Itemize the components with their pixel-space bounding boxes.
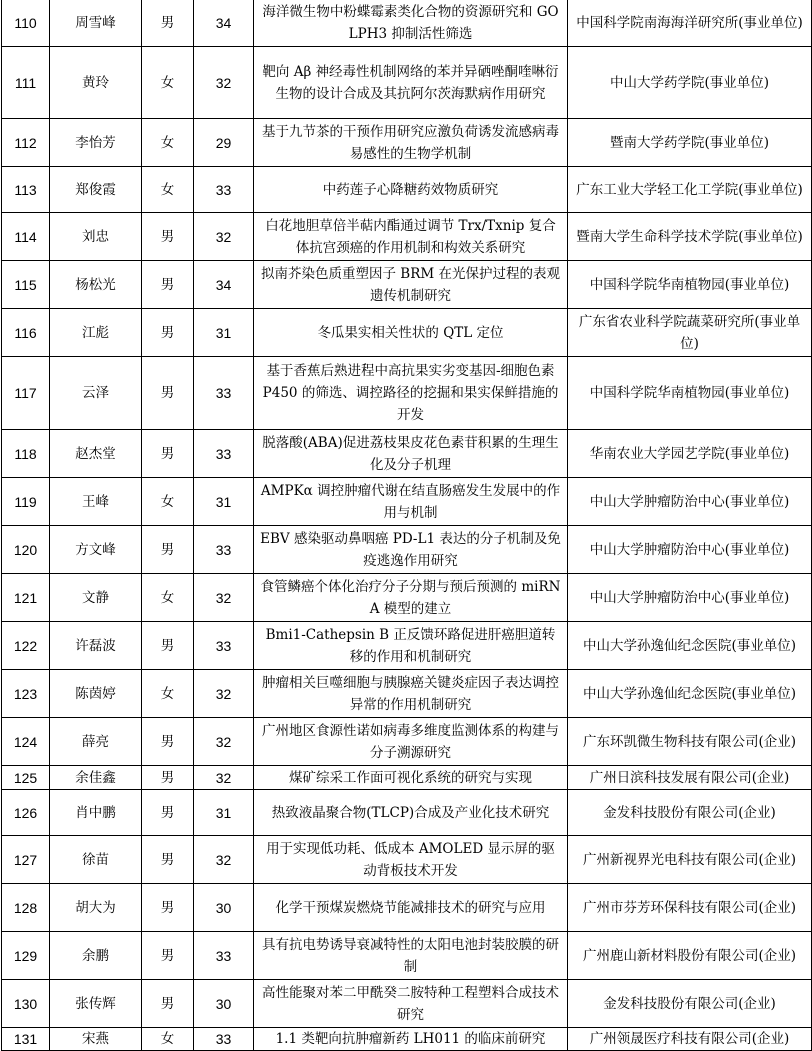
cell-number: 122 — [2, 622, 50, 670]
cell-gender: 男 — [142, 357, 194, 430]
cell-name: 方文峰 — [50, 526, 142, 574]
cell-age: 32 — [194, 836, 254, 884]
cell-gender: 男 — [142, 766, 194, 790]
awardee-table — [1, 0, 812, 1051]
cell-name: 胡大为 — [50, 884, 142, 932]
cell-unit: 中山大学肿瘤防治中心(事业单位) — [568, 526, 812, 574]
table-row — [2, 884, 812, 932]
cell-name: 江彪 — [50, 309, 142, 357]
cell-project: 白花地胆草倍半萜内酯通过调节 Trx/Txnip 复合体抗宫颈癌的作用机制和构效关系研究 — [254, 213, 568, 261]
table-body — [2, 0, 812, 1051]
cell-gender: 男 — [142, 0, 194, 47]
cell-project: 化学干预煤炭燃烧节能减排技术的研究与应用 — [254, 884, 568, 932]
cell-age: 30 — [194, 884, 254, 932]
cell-unit: 中国科学院华南植物园(事业单位) — [568, 261, 812, 309]
cell-number: 115 — [2, 261, 50, 309]
table-row — [2, 932, 812, 980]
cell-gender: 男 — [142, 261, 194, 309]
cell-gender: 男 — [142, 213, 194, 261]
cell-age: 33 — [194, 430, 254, 478]
cell-gender: 男 — [142, 932, 194, 980]
cell-gender: 男 — [142, 980, 194, 1028]
cell-gender: 女 — [142, 119, 194, 167]
cell-project: 热致液晶聚合物(TLCP)合成及产业化技术研究 — [254, 790, 568, 836]
cell-name: 陈茵婷 — [50, 670, 142, 718]
table-row — [2, 670, 812, 718]
cell-unit: 广州新视界光电科技有限公司(企业) — [568, 836, 812, 884]
cell-project: 煤矿综采工作面可视化系统的研究与实现 — [254, 766, 568, 790]
cell-number: 121 — [2, 574, 50, 622]
cell-project: 食管鳞癌个体化治疗分子分期与预后预测的 miRNA 模型的建立 — [254, 574, 568, 622]
cell-gender: 男 — [142, 622, 194, 670]
cell-unit: 中山大学药学院(事业单位) — [568, 47, 812, 119]
cell-unit: 暨南大学生命科学技术学院(事业单位) — [568, 213, 812, 261]
cell-unit: 中山大学肿瘤防治中心(事业单位) — [568, 574, 812, 622]
cell-name: 云泽 — [50, 357, 142, 430]
cell-name: 张传辉 — [50, 980, 142, 1028]
cell-gender: 女 — [142, 167, 194, 213]
cell-number: 117 — [2, 357, 50, 430]
cell-number: 112 — [2, 119, 50, 167]
cell-number: 124 — [2, 718, 50, 766]
cell-name: 薛亮 — [50, 718, 142, 766]
cell-number: 131 — [2, 1028, 50, 1051]
cell-gender: 女 — [142, 1028, 194, 1051]
cell-unit: 广州日滨科技发展有限公司(企业) — [568, 766, 812, 790]
table-row — [2, 119, 812, 167]
cell-age: 33 — [194, 357, 254, 430]
cell-number: 130 — [2, 980, 50, 1028]
cell-age: 32 — [194, 574, 254, 622]
cell-age: 33 — [194, 932, 254, 980]
table-row — [2, 478, 812, 526]
cell-name: 赵杰堂 — [50, 430, 142, 478]
cell-unit: 广东工业大学轻工化工学院(事业单位) — [568, 167, 812, 213]
cell-name: 文静 — [50, 574, 142, 622]
cell-project: 肿瘤相关巨噬细胞与胰腺癌关键炎症因子表达调控异常的作用机制研究 — [254, 670, 568, 718]
cell-name: 余鹏 — [50, 932, 142, 980]
cell-number: 113 — [2, 167, 50, 213]
cell-age: 32 — [194, 718, 254, 766]
cell-gender: 男 — [142, 430, 194, 478]
cell-project: 海洋微生物中粉蝶霉素类化合物的资源研究和 GOLPH3 抑制活性筛选 — [254, 0, 568, 47]
cell-unit: 中山大学孙逸仙纪念医院(事业单位) — [568, 670, 812, 718]
cell-number: 126 — [2, 790, 50, 836]
cell-gender: 男 — [142, 309, 194, 357]
table-row — [2, 766, 812, 790]
cell-age: 29 — [194, 119, 254, 167]
cell-project: 广州地区食源性诺如病毒多维度监测体系的构建与分子溯源研究 — [254, 718, 568, 766]
cell-project: 基于香蕉后熟进程中高抗果实劣变基因-细胞色素 P450 的筛选、调控路径的挖掘和果实保鲜措施的开发 — [254, 357, 568, 430]
cell-age: 33 — [194, 167, 254, 213]
cell-unit: 广东环凯微生物科技有限公司(企业) — [568, 718, 812, 766]
cell-project: 高性能聚对苯二甲酰癸二胺特种工程塑料合成技术研究 — [254, 980, 568, 1028]
cell-age: 33 — [194, 622, 254, 670]
cell-project: 冬瓜果实相关性状的 QTL 定位 — [254, 309, 568, 357]
cell-name: 周雪峰 — [50, 0, 142, 47]
cell-name: 肖中鹏 — [50, 790, 142, 836]
cell-age: 34 — [194, 0, 254, 47]
cell-name: 刘忠 — [50, 213, 142, 261]
cell-gender: 男 — [142, 718, 194, 766]
cell-number: 114 — [2, 213, 50, 261]
cell-project: 靶向 Aβ 神经毒性机制网络的苯并异硒唑酮喹啉衍生物的设计合成及其抗阿尔茨海默病作用研究 — [254, 47, 568, 119]
cell-gender: 男 — [142, 526, 194, 574]
cell-age: 31 — [194, 790, 254, 836]
table-row — [2, 309, 812, 357]
cell-name: 余佳鑫 — [50, 766, 142, 790]
cell-unit: 金发科技股份有限公司(企业) — [568, 790, 812, 836]
cell-number: 118 — [2, 430, 50, 478]
cell-gender: 女 — [142, 670, 194, 718]
cell-unit: 暨南大学药学院(事业单位) — [568, 119, 812, 167]
cell-age: 32 — [194, 213, 254, 261]
cell-number: 128 — [2, 884, 50, 932]
cell-project: Bmi1-Cathepsin B 正反馈环路促进肝癌胆道转移的作用和机制研究 — [254, 622, 568, 670]
cell-project: AMPKα 调控肿瘤代谢在结直肠癌发生发展中的作用与机制 — [254, 478, 568, 526]
cell-age: 31 — [194, 309, 254, 357]
table-row — [2, 47, 812, 119]
cell-unit: 金发科技股份有限公司(企业) — [568, 980, 812, 1028]
table-row — [2, 622, 812, 670]
cell-age: 32 — [194, 670, 254, 718]
cell-unit: 广州市芬芳环保科技有限公司(企业) — [568, 884, 812, 932]
cell-name: 王峰 — [50, 478, 142, 526]
table-row — [2, 213, 812, 261]
table-row — [2, 357, 812, 430]
cell-name: 黄玲 — [50, 47, 142, 119]
cell-gender: 男 — [142, 836, 194, 884]
cell-gender: 男 — [142, 790, 194, 836]
cell-age: 33 — [194, 526, 254, 574]
cell-project: 1.1 类靶向抗肿瘤新药 LH011 的临床前研究 — [254, 1028, 568, 1051]
cell-age: 31 — [194, 478, 254, 526]
cell-unit: 中山大学肿瘤防治中心(事业单位) — [568, 478, 812, 526]
cell-gender: 男 — [142, 884, 194, 932]
cell-unit: 广州鹿山新材料股份有限公司(企业) — [568, 932, 812, 980]
cell-age: 34 — [194, 261, 254, 309]
cell-project: 中药莲子心降糖药效物质研究 — [254, 167, 568, 213]
table-row — [2, 430, 812, 478]
cell-unit: 中国科学院南海海洋研究所(事业单位) — [568, 0, 812, 47]
cell-name: 宋燕 — [50, 1028, 142, 1051]
cell-age: 30 — [194, 980, 254, 1028]
table-row — [2, 261, 812, 309]
table-row — [2, 526, 812, 574]
cell-number: 111 — [2, 47, 50, 119]
cell-unit: 中国科学院华南植物园(事业单位) — [568, 357, 812, 430]
cell-name: 杨松光 — [50, 261, 142, 309]
cell-number: 123 — [2, 670, 50, 718]
cell-unit: 广东省农业科学院蔬菜研究所(事业单位) — [568, 309, 812, 357]
cell-unit: 广州领晟医疗科技有限公司(企业) — [568, 1028, 812, 1051]
cell-number: 116 — [2, 309, 50, 357]
cell-number: 125 — [2, 766, 50, 790]
cell-age: 32 — [194, 766, 254, 790]
cell-name: 许磊波 — [50, 622, 142, 670]
cell-gender: 女 — [142, 574, 194, 622]
table-row — [2, 980, 812, 1028]
table-row — [2, 718, 812, 766]
cell-gender: 女 — [142, 47, 194, 119]
table-row — [2, 790, 812, 836]
cell-name: 徐苗 — [50, 836, 142, 884]
cell-name: 郑俊霞 — [50, 167, 142, 213]
cell-unit: 中山大学孙逸仙纪念医院(事业单位) — [568, 622, 812, 670]
cell-number: 120 — [2, 526, 50, 574]
cell-name: 李怡芳 — [50, 119, 142, 167]
table-row — [2, 836, 812, 884]
table-row — [2, 167, 812, 213]
cell-project: EBV 感染驱动鼻咽癌 PD-L1 表达的分子机制及免疫逃逸作用研究 — [254, 526, 568, 574]
cell-project: 具有抗电势诱导衰减特性的太阳电池封装胶膜的研制 — [254, 932, 568, 980]
cell-gender: 女 — [142, 478, 194, 526]
cell-project: 脱落酸(ABA)促进荔枝果皮花色素苷积累的生理生化及分子机理 — [254, 430, 568, 478]
cell-age: 32 — [194, 47, 254, 119]
cell-number: 127 — [2, 836, 50, 884]
table-row — [2, 1028, 812, 1051]
cell-age: 33 — [194, 1028, 254, 1051]
cell-project: 用于实现低功耗、低成本 AMOLED 显示屏的驱动背板技术开发 — [254, 836, 568, 884]
cell-project: 拟南芥染色质重塑因子 BRM 在光保护过程的表观遗传机制研究 — [254, 261, 568, 309]
table-row — [2, 0, 812, 47]
cell-project: 基于九节茶的干预作用研究应激负荷诱发流感病毒易感性的生物学机制 — [254, 119, 568, 167]
cell-number: 110 — [2, 0, 50, 47]
cell-unit: 华南农业大学园艺学院(事业单位) — [568, 430, 812, 478]
cell-number: 119 — [2, 478, 50, 526]
cell-number: 129 — [2, 932, 50, 980]
table-row — [2, 574, 812, 622]
